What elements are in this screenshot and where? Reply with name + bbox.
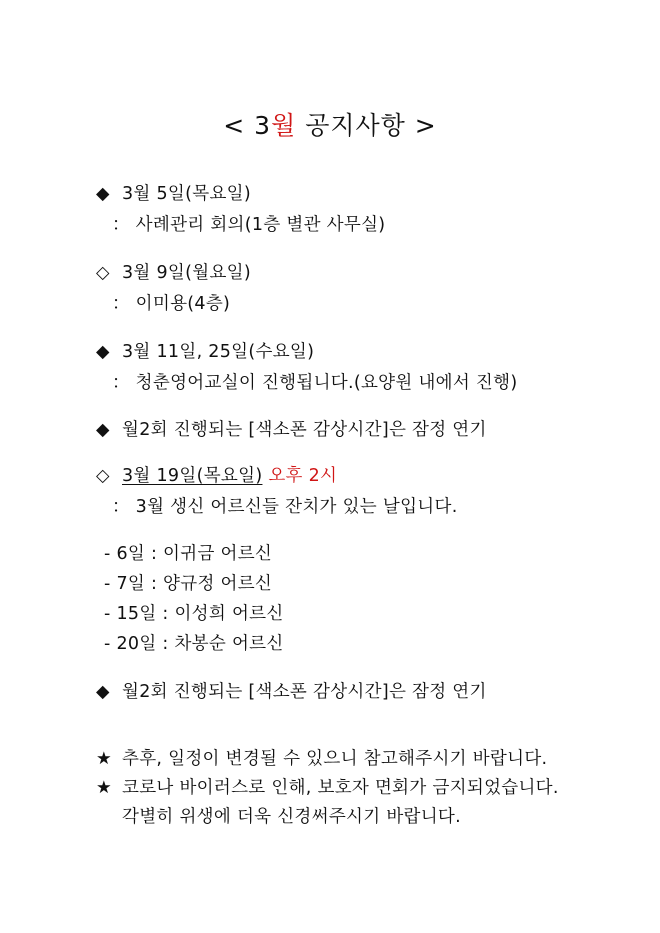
note-text-1: 추후, 일정이 변경될 수 있으니 참고해주시기 바랍니다. — [122, 749, 548, 769]
star-icon: ★ — [96, 749, 112, 769]
title-highlight: 월 — [271, 111, 297, 140]
notice-item-repeat-heading — [96, 678, 487, 703]
birthday-list-item: - 6일 : 이귀금 어르신 — [104, 544, 273, 564]
notice-item-2-date: 3월 9일(월요일) — [122, 263, 252, 283]
notice-item-2-detail: ： 이미용(4층) — [112, 294, 231, 314]
notice-item-4-text: 월2회 진행되는 [색소폰 감상시간]은 잠정 연기 — [122, 420, 487, 440]
hollow-diamond-icon: ◇ — [96, 466, 110, 486]
filled-diamond-icon: ◆ — [96, 682, 110, 702]
filled-diamond-icon: ◆ — [96, 420, 110, 440]
title-rest: 공지사항 > — [296, 111, 437, 140]
notice-item-3-date: 3월 11일, 25일(수요일) — [122, 342, 315, 362]
note-text-2: 코로나 바이러스로 인해, 보호자 면회가 금지되었습니다. — [122, 778, 559, 798]
birthday-list-item: - 15일 : 이성희 어르신 — [104, 604, 284, 624]
notice-item-1-detail: ： 사례관리 회의(1층 별관 사무실) — [112, 215, 386, 235]
birthday-list-item: - 7일 : 양규정 어르신 — [104, 574, 273, 594]
notice-item-1-heading — [96, 180, 251, 205]
note-text-3: 각별히 위생에 더욱 신경써주시기 바랍니다. — [122, 807, 462, 827]
page-title — [0, 106, 660, 142]
notice-item-5-detail: ： 3월 생신 어르신들 잔치가 있는 날입니다. — [112, 497, 458, 517]
notice-item-5-date: 3월 19일(목요일) — [122, 466, 263, 486]
notice-item-4-heading — [96, 416, 487, 441]
note-line-3 — [96, 803, 461, 828]
title-open: < 3 — [223, 111, 272, 140]
filled-diamond-icon: ◆ — [96, 342, 110, 362]
filled-diamond-icon: ◆ — [96, 184, 110, 204]
hollow-diamond-icon: ◇ — [96, 263, 110, 283]
note-line-2 — [96, 774, 559, 799]
notice-item-1-date: 3월 5일(목요일) — [122, 184, 252, 204]
notice-item-5-heading — [96, 462, 337, 487]
notice-item-repeat-text: 월2회 진행되는 [색소폰 감상시간]은 잠정 연기 — [122, 682, 487, 702]
birthday-list-item: - 20일 : 차봉순 어르신 — [104, 634, 284, 654]
notice-item-5-time: 오후 2시 — [262, 466, 338, 486]
star-icon: ★ — [96, 778, 112, 798]
note-line-1 — [96, 745, 547, 770]
notice-item-3-detail: ： 청춘영어교실이 진행됩니다.(요양원 내에서 진행) — [112, 373, 518, 393]
notice-item-3-heading — [96, 338, 314, 363]
notice-item-2-heading — [96, 259, 251, 284]
